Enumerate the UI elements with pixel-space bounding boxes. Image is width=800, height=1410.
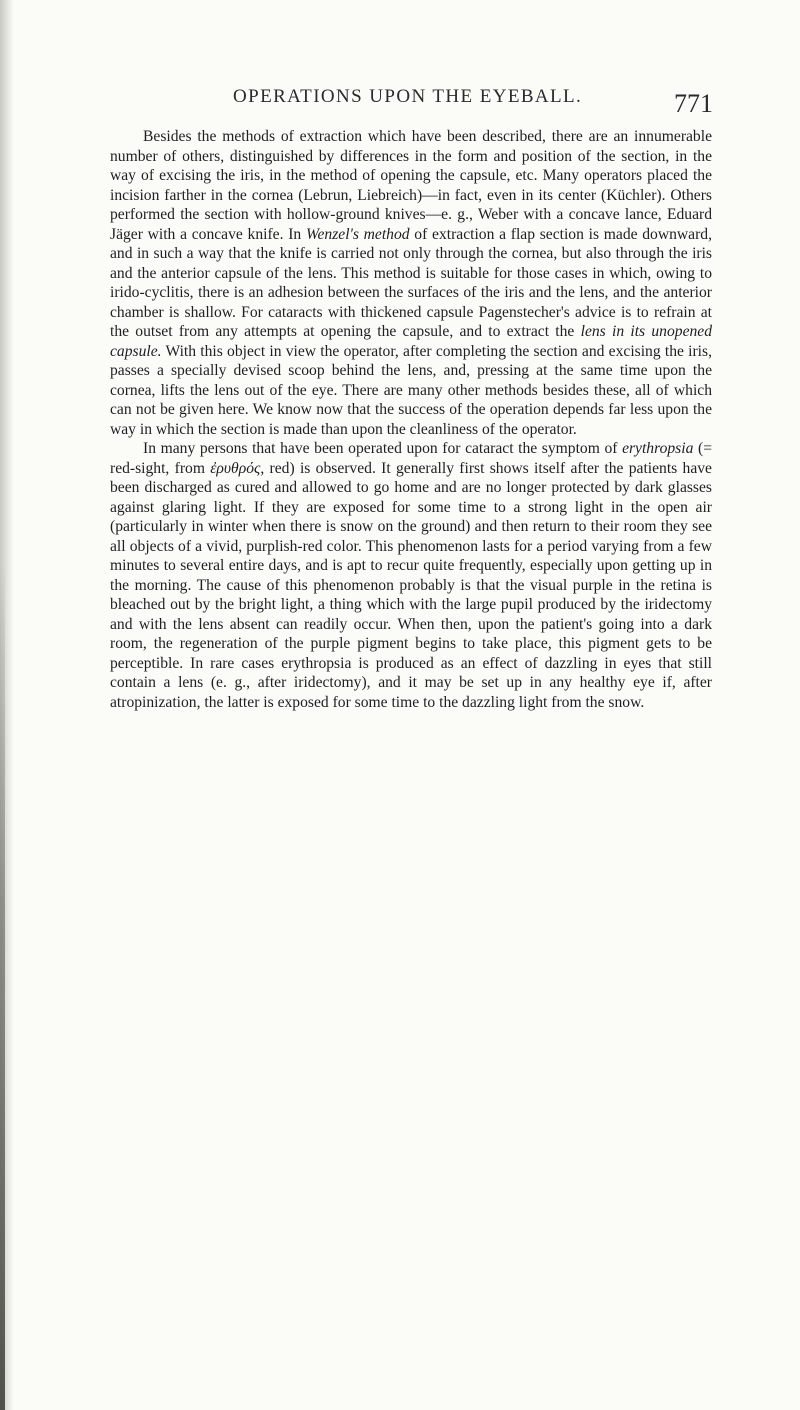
text-run: , red) is observed. It generally first shows itself after the patients have been discharged as cured and allowed to go home and are no longer protected by dark glasses against glaring light. If they are exposed for some time to a strong light in the open air (particularly in winter when there is snow on the ground) and then return to their room they see all objects of a vivid, purplish-red color. This phenomenon lasts for a period varying from a few minutes to several entire days, and is apt to recur quite frequently, especially upon getting up in the morning. The cause of this phenomenon probably is that the visual purple in the retina is bleached out by the bright light, a thing which with the large pupil produced by the iridectomy and with the lens absent can readily occur. When then, upon the patient's going into a dark room, the regeneration of the purple pigment begins to take place, this pigment gets to be perceptible. In rare cases erythropsia is produced as an effect of dazzling in eyes that still contain a lens (e. g., after iridectomy), and it may be set up in any healthy eye if, after atropinization, the latter is exposed for some time to the dazzling light from the snow. — [110, 459, 712, 711]
page-number: 771 — [674, 89, 713, 118]
paragraph-erythropsia — [110, 439, 712, 712]
text-run: In many persons that have been operated upon for cataract the symptom of — [143, 440, 623, 457]
text-run: With this object in view the operator, after completing the section and excising the iris, passes a specially devised scoop behind the lens, and, pressing at the same time upon the cornea, lifts the lens out of the eye. There are many other methods besides these, all of which can not be given here. We know now that the success of the operation depends far less upon the way in which the section is made than upon the cleanliness of the operator. — [110, 342, 712, 438]
text-run-italic: lens in its unopened capsule. — [110, 323, 713, 360]
body-text — [110, 127, 712, 712]
text-run: (= red-sight, from — [110, 440, 712, 477]
paragraph-extraction-methods — [110, 127, 712, 439]
text-run-italic: Wenzel's method — [305, 225, 410, 243]
running-head — [0, 86, 800, 116]
text-run: Besides the methods of extraction which have been described, there are an innumerable number of others, distinguished by differences in the form and position of the section, in the way of excising the iris, in the method of opening the capsule, etc. Many operators placed the incision farther in the cornea (Lebrun, Liebreich)—in fact, even in its center (Küchler). Others performed the section with hollow-ground knives—e. g., Weber with a concave lance, Eduard Jäger with a concave knife. In — [110, 128, 712, 243]
page-edge-shadow — [0, 560, 5, 1410]
running-head-title: OPERATIONS UPON THE EYEBALL. — [233, 86, 583, 107]
text-run: of extraction a flap section is made downward, and in such a way that the knife is carried not only through the cornea, but also through the iris and the anterior capsule of the lens. This method is suitable for those cases in which, owing to irido-cyclitis, there is an adhesion between the surfaces of the iris and the lens, and the anterior chamber is shallow. For cataracts with thickened capsule Pagenstecher's advice is to refrain at the outset from any attempts at opening the capsule, and to extract the — [110, 225, 712, 340]
text-run-italic: erythropsia — [622, 440, 694, 457]
text-run-italic: ἐρυθρός — [210, 459, 261, 477]
